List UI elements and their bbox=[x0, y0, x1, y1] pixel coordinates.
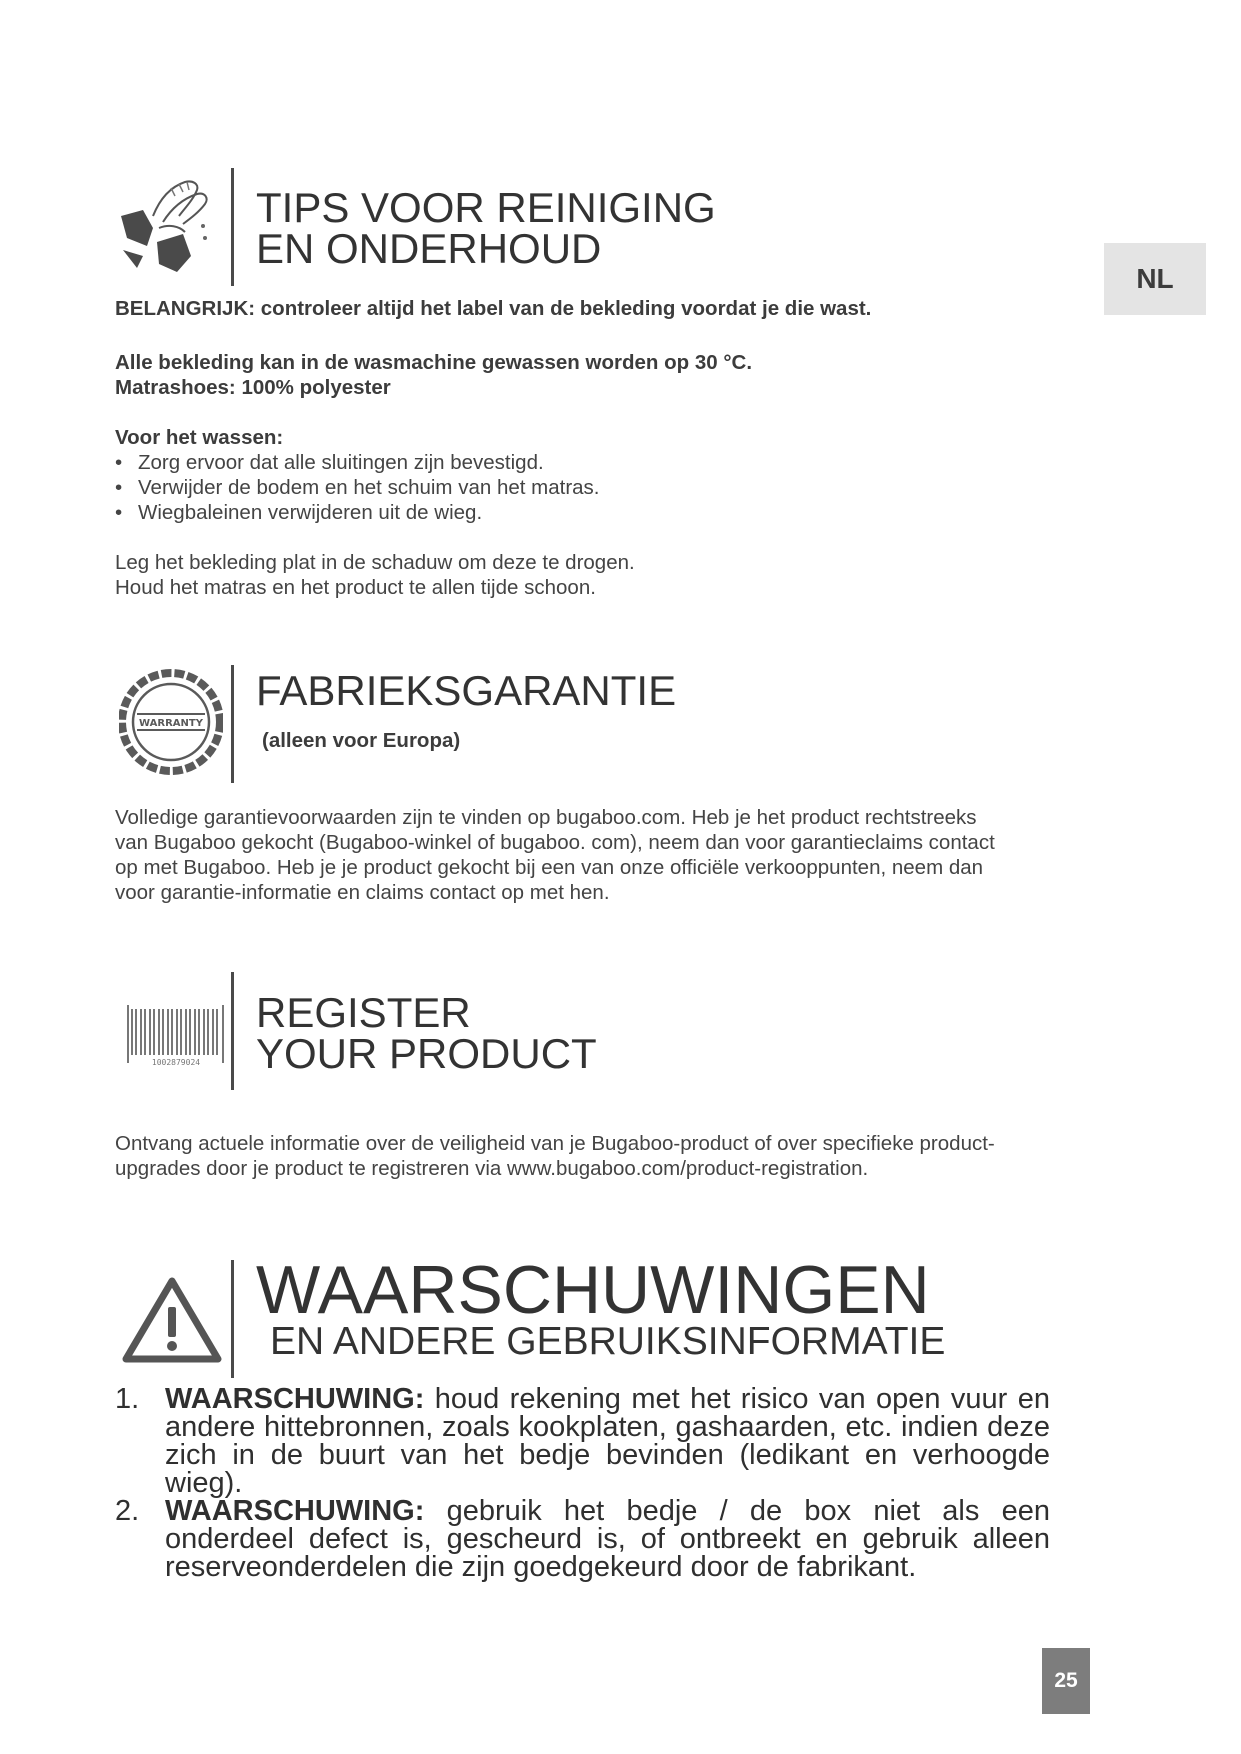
warning-body bbox=[165, 1385, 1050, 1497]
cleaning-heading bbox=[256, 184, 716, 272]
list-item: • Zorg ervoor dat alle sluitingen zijn bevestigd. bbox=[115, 450, 600, 475]
register-heading bbox=[256, 989, 597, 1077]
barcode-number: 1002879024 bbox=[151, 1058, 201, 1067]
heading-divider bbox=[231, 168, 234, 286]
drying-line: Leg het bekleding plat in de schaduw om deze te drogen. bbox=[115, 551, 635, 574]
paragraph-line: op met Bugaboo. Heb je je product gekocht bij een van onze officiële verkooppunten, neem dan bbox=[115, 856, 984, 879]
cleaning-heading-line1: TIPS VOOR REINIGING bbox=[256, 184, 716, 231]
register-paragraph bbox=[115, 1131, 995, 1181]
warning-text: gebruik het bedje / de box niet als een onderdeel defect is, gescheurd is, of ontbreekt en gebruik alleen reserveonderdelen die zijn goedgekeurd door de fabrikant. bbox=[165, 1495, 1050, 1583]
hand-wash-icon bbox=[113, 176, 213, 286]
warranty-subheading: (alleen voor Europa) bbox=[262, 729, 461, 752]
drying-info bbox=[115, 550, 635, 600]
warranty-badge-icon bbox=[119, 662, 223, 782]
material-line: Matrashoes: 100% polyester bbox=[115, 376, 391, 399]
paragraph-line: upgrades door je product te registreren via www.bugaboo.com/product-registration. bbox=[115, 1157, 869, 1180]
language-tab: NL bbox=[1104, 243, 1206, 315]
heading-divider bbox=[231, 1260, 234, 1378]
warranty-badge-text: WARRANTY bbox=[139, 718, 203, 729]
page-number: 25 bbox=[1042, 1648, 1090, 1714]
warning-item-1 bbox=[115, 1385, 1050, 1497]
paragraph-line: van Bugaboo gekocht (Bugaboo-winkel of bugaboo. com), neem dan voor garantieclaims contact bbox=[115, 831, 995, 854]
warranty-heading: FABRIEKSGARANTIE bbox=[256, 667, 677, 714]
list-item: • Wiegbaleinen verwijderen uit de wieg. bbox=[115, 500, 600, 525]
warnings-heading: WAARSCHUWINGEN bbox=[256, 1252, 930, 1328]
cleaning-heading-line2: EN ONDERHOUD bbox=[256, 225, 602, 272]
register-heading-line2: YOUR PRODUCT bbox=[256, 1030, 597, 1077]
heading-divider bbox=[231, 665, 234, 783]
warning-label: WAARSCHUWING: bbox=[165, 1383, 425, 1415]
barcode-icon bbox=[124, 1003, 228, 1073]
warranty-paragraph bbox=[115, 805, 995, 905]
warning-triangle-icon bbox=[122, 1277, 222, 1363]
paragraph-line: voor garantie-informatie en claims contact op met hen. bbox=[115, 881, 610, 904]
before-wash-block bbox=[115, 425, 600, 525]
warning-item-2 bbox=[115, 1497, 1050, 1581]
heading-divider bbox=[231, 972, 234, 1090]
list-item: • Verwijder de bodem en het schuim van het matras. bbox=[115, 475, 600, 500]
before-wash-title: Voor het wassen: bbox=[115, 426, 284, 449]
washing-line: Alle bekleding kan in de wasmachine gewassen worden op 30 °C. bbox=[115, 351, 753, 374]
paragraph-line: Ontvang actuele informatie over de veiligheid van je Bugaboo-product of over specifieke product- bbox=[115, 1132, 995, 1155]
warning-label: WAARSCHUWING: bbox=[165, 1495, 425, 1527]
warning-number: 2. bbox=[115, 1495, 140, 1527]
paragraph-line: Volledige garantievoorwaarden zijn te vinden op bugaboo.com. Heb je het product rechtstreeks bbox=[115, 806, 977, 829]
clean-line: Houd het matras en het product te allen tijde schoon. bbox=[115, 576, 596, 599]
warning-body bbox=[165, 1497, 1050, 1581]
warnings-subheading: EN ANDERE GEBRUIKSINFORMATIE bbox=[270, 1320, 946, 1363]
warning-text: houd rekening met het risico van open vuur en andere hittebronnen, zoals kookplaten, gashaarden, etc. indien deze zich in de buurt van het bedje bevinden (ledikant en verhoogde wieg). bbox=[165, 1383, 1050, 1499]
washing-info bbox=[115, 350, 752, 400]
important-note: BELANGRIJK: controleer altijd het label van de bekleding voordat je die wast. bbox=[115, 297, 872, 320]
warning-number: 1. bbox=[115, 1383, 140, 1415]
register-heading-line1: REGISTER bbox=[256, 989, 471, 1036]
before-wash-list bbox=[115, 450, 600, 525]
